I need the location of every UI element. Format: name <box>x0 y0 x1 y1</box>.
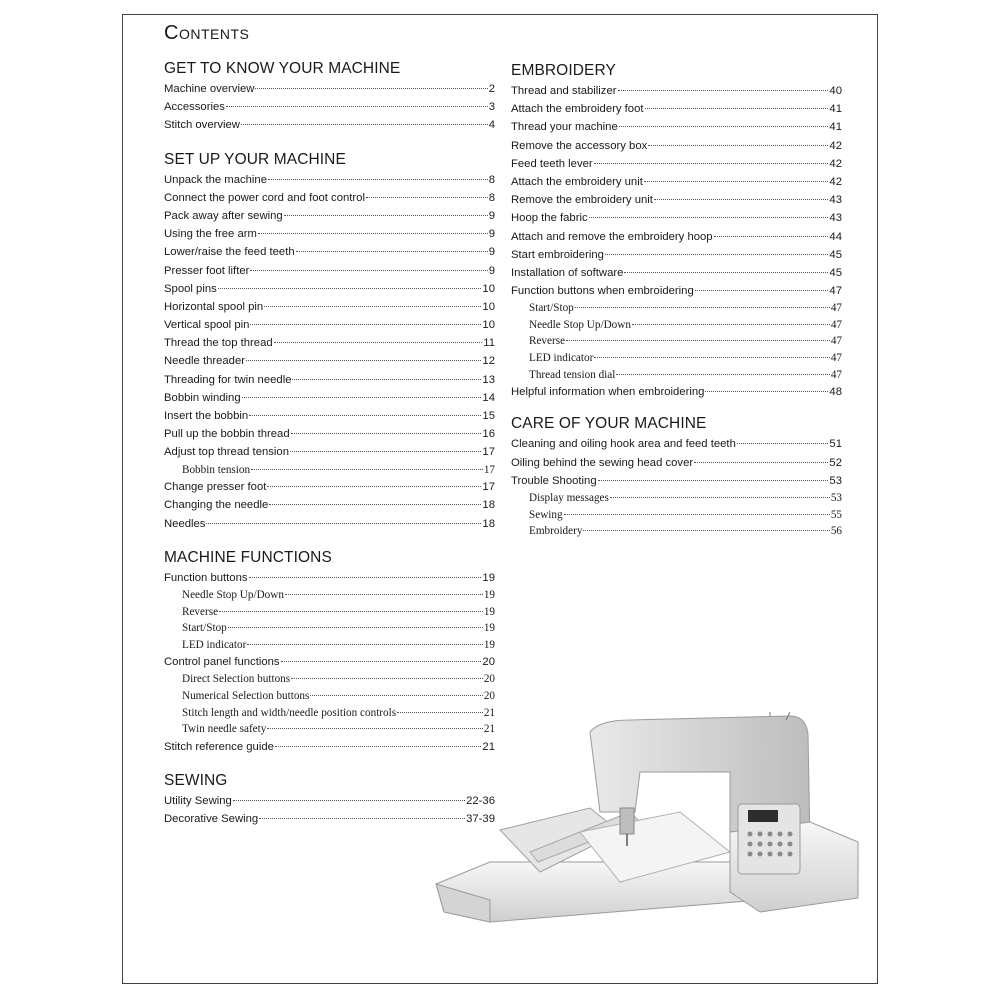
dot-leader <box>296 251 488 252</box>
page-number: 2 <box>488 83 495 95</box>
dot-leader <box>618 90 829 91</box>
page-number: 4 <box>488 119 495 132</box>
dot-leader <box>292 379 481 380</box>
dot-leader <box>366 197 488 198</box>
page-number: 9 <box>488 209 495 222</box>
dot-leader <box>575 307 830 308</box>
page-number: 9 <box>488 264 495 277</box>
toc-entry[interactable] <box>511 264 842 282</box>
toc-entry[interactable] <box>511 82 842 100</box>
page-number: 9 <box>488 246 495 259</box>
page-number: 16 <box>482 428 495 441</box>
entry-label: Feed teeth lever <box>511 157 593 170</box>
dot-leader <box>695 290 829 291</box>
entry-label: Vertical spool pin <box>164 319 250 332</box>
dot-leader <box>648 145 828 146</box>
dot-leader <box>598 480 829 481</box>
page-number: 43 <box>829 194 842 207</box>
toc-entry[interactable] <box>164 262 495 280</box>
page-number: 12 <box>482 355 495 368</box>
page-number: 47 <box>830 368 842 381</box>
dot-leader <box>290 451 481 452</box>
dot-leader <box>564 514 830 515</box>
dot-leader <box>218 288 482 289</box>
page-number: 21 <box>483 723 495 736</box>
entry-label: Thread tension dial <box>529 368 616 381</box>
entry-label: Unpack the machine <box>164 173 267 186</box>
page-number: 41 <box>829 121 842 134</box>
toc-entry[interactable] <box>164 243 495 261</box>
page-number: 20 <box>482 656 495 669</box>
toc-entry[interactable] <box>511 155 842 173</box>
dot-leader <box>251 469 483 470</box>
entry-label: Pull up the bobbin thread <box>164 428 290 441</box>
page-number: 8 <box>488 173 495 186</box>
dot-leader <box>241 124 488 125</box>
toc-subentry[interactable] <box>511 333 842 350</box>
toc-subentry[interactable] <box>164 620 495 637</box>
page-number: 45 <box>829 248 842 261</box>
page-number: 20 <box>483 690 495 703</box>
toc-entry[interactable] <box>164 334 495 352</box>
dot-leader <box>281 661 482 662</box>
section-heading: SET UP YOUR MACHINE <box>164 150 346 168</box>
toc-subentry[interactable] <box>164 688 495 705</box>
dot-leader <box>250 324 481 325</box>
entry-label: Attach the embroidery foot <box>511 103 644 116</box>
toc-subentry[interactable] <box>164 604 495 621</box>
dot-leader <box>616 374 829 375</box>
entry-label: Helpful information when embroidering <box>511 386 705 399</box>
dot-leader <box>285 594 483 595</box>
entry-label: Remove the embroidery unit <box>511 194 653 207</box>
page-number: 17 <box>483 463 495 476</box>
page-number: 9 <box>488 228 495 241</box>
page-number: 52 <box>829 456 842 469</box>
page-number: 8 <box>488 191 495 204</box>
toc-subentry[interactable] <box>164 587 495 604</box>
page-number: 42 <box>829 139 842 152</box>
toc-entry[interactable] <box>164 371 495 389</box>
toc-entry[interactable] <box>164 425 495 443</box>
toc-entry[interactable] <box>164 116 495 134</box>
dot-leader <box>291 678 483 679</box>
page-number: 40 <box>829 85 842 97</box>
toc-entry[interactable] <box>164 225 495 243</box>
entry-label: Numerical Selection buttons <box>182 690 310 703</box>
entry-label: Embroidery <box>529 525 583 538</box>
toc-subentry[interactable] <box>511 523 842 540</box>
entry-label: Insert the bobbin <box>164 410 249 422</box>
dot-leader <box>226 106 488 107</box>
dot-leader <box>705 391 828 392</box>
entry-label: Attach the embroidery unit <box>511 175 643 188</box>
page-number: 10 <box>482 282 495 295</box>
toc-subentry[interactable] <box>511 507 842 524</box>
page-number: 44 <box>829 230 842 243</box>
toc-subentry[interactable] <box>511 300 842 317</box>
entry-label: Attach and remove the embroidery hoop <box>511 230 713 243</box>
page-number: 22-36 <box>466 795 495 808</box>
toc-entry[interactable] <box>164 515 495 533</box>
toc-entry[interactable] <box>164 189 495 207</box>
dot-leader <box>247 644 483 645</box>
page-number: 13 <box>482 373 495 386</box>
dot-leader <box>284 215 488 216</box>
page-number: 19 <box>483 588 495 601</box>
dot-leader <box>624 272 828 273</box>
dot-leader <box>632 324 830 325</box>
toc-entry[interactable] <box>164 316 495 334</box>
dot-leader <box>737 443 829 444</box>
page-number: 11 <box>483 337 495 350</box>
dot-leader <box>258 233 488 234</box>
dot-leader <box>269 504 481 505</box>
toc-entry[interactable] <box>511 472 842 490</box>
toc-entry[interactable] <box>164 496 495 514</box>
entry-label: Sewing <box>529 508 563 521</box>
toc-entry[interactable] <box>164 478 495 496</box>
page-number: 21 <box>483 706 495 719</box>
entry-label: Reverse <box>529 335 566 348</box>
page-number: 51 <box>829 438 842 451</box>
entry-label: Needles <box>164 517 206 530</box>
toc-subentry[interactable] <box>511 490 842 507</box>
section-heading: GET TO KNOW YOUR MACHINE <box>164 60 401 77</box>
dot-leader <box>219 611 483 612</box>
toc-section-embroidery <box>511 60 842 401</box>
section-heading: EMBROIDERY <box>511 62 616 79</box>
toc-entry[interactable] <box>164 80 495 98</box>
entry-label: Reverse <box>182 605 219 618</box>
entry-label: Thread your machine <box>511 121 618 134</box>
entry-label: Horizontal spool pin <box>164 300 264 313</box>
page-number: 47 <box>829 285 842 298</box>
page-number: 15 <box>482 410 495 422</box>
section-heading: SEWING <box>164 772 228 790</box>
entry-label: Stitch reference guide <box>164 740 274 753</box>
page-number: 42 <box>829 157 842 170</box>
dot-leader <box>264 306 481 307</box>
entry-label: Thread the top thread <box>164 337 273 350</box>
dot-leader <box>644 181 829 182</box>
page-number: 10 <box>482 319 495 332</box>
dot-leader <box>268 179 488 180</box>
entry-label: Lower/raise the feed teeth <box>164 246 295 259</box>
dot-leader <box>255 88 487 89</box>
entry-label: Presser foot lifter <box>164 264 250 277</box>
dot-leader <box>242 397 482 398</box>
dot-leader <box>566 340 830 341</box>
page-number: 45 <box>829 266 842 279</box>
toc-section-care-of-your-machine <box>511 413 842 539</box>
page-number: 47 <box>830 318 842 331</box>
page-number: 56 <box>830 525 842 538</box>
entry-label: Cleaning and oiling hook area and feed teeth <box>511 438 736 451</box>
dot-leader <box>610 497 830 498</box>
toc-subentry[interactable] <box>164 671 495 688</box>
dot-leader <box>594 163 829 164</box>
entry-label: Control panel functions <box>164 656 280 669</box>
page-number: 19 <box>483 638 495 651</box>
entry-label: Hoop the fabric <box>511 212 588 225</box>
entry-label: LED indicator <box>182 638 247 651</box>
page-number: 47 <box>830 352 842 365</box>
entry-label: Start/Stop <box>182 622 227 635</box>
entry-label: Machine overview <box>164 83 255 95</box>
page-number: 18 <box>482 499 495 512</box>
toc-entry[interactable] <box>511 282 842 300</box>
toc-entry[interactable] <box>511 100 842 118</box>
entry-label: Needle threader <box>164 355 246 368</box>
entry-label: Connect the power cord and foot control <box>164 191 365 204</box>
page-number: 43 <box>829 212 842 225</box>
dot-leader <box>605 254 828 255</box>
page-number: 20 <box>483 673 495 686</box>
dot-leader <box>291 433 482 434</box>
entry-label: Using the free arm <box>164 228 257 241</box>
entry-label: Stitch overview <box>164 119 240 132</box>
entry-label: Spool pins <box>164 282 217 295</box>
dot-leader <box>583 530 829 531</box>
entry-label: Pack away after sewing <box>164 209 283 222</box>
toc-subentry[interactable] <box>511 350 842 367</box>
entry-label: Adjust top thread tension <box>164 446 289 459</box>
dot-leader <box>249 415 481 416</box>
dot-leader <box>654 199 829 200</box>
toc-entry[interactable] <box>511 246 842 264</box>
toc-subentry[interactable] <box>164 462 495 479</box>
toc-entry[interactable] <box>511 118 842 136</box>
toc-entry[interactable] <box>164 407 495 425</box>
page-number: 19 <box>482 571 495 584</box>
entry-label: Start embroidering <box>511 248 604 261</box>
entry-label: Function buttons when embroidering <box>511 285 694 298</box>
toc-subentry[interactable] <box>511 367 842 384</box>
page-number: 53 <box>829 474 842 487</box>
entry-label: Remove the accessory box <box>511 139 648 152</box>
entry-label: Change presser foot <box>164 481 267 494</box>
toc-right-column <box>511 58 842 540</box>
entry-label: Installation of software <box>511 266 624 279</box>
dot-leader <box>267 486 481 487</box>
page-number: 17 <box>482 481 495 494</box>
section-heading: CARE OF YOUR MACHINE <box>511 415 707 433</box>
entry-label: Display messages <box>529 491 609 504</box>
page-title: Contents <box>164 22 250 44</box>
toc-entry[interactable] <box>511 383 842 401</box>
toc-entry[interactable] <box>511 228 842 246</box>
page-number: 19 <box>483 622 495 635</box>
page-number: 17 <box>482 446 495 459</box>
entry-label: Oiling behind the sewing head cover <box>511 456 694 469</box>
entry-label: Trouble Shooting <box>511 474 597 487</box>
page-number: 53 <box>830 491 842 504</box>
dot-leader <box>310 695 482 696</box>
entry-label: Stitch length and width/needle position controls <box>182 706 397 719</box>
entry-label: Accessories <box>164 101 225 114</box>
toc-entry[interactable] <box>164 352 495 370</box>
toc-entry[interactable] <box>164 569 495 587</box>
page-number: 10 <box>482 300 495 313</box>
entry-label: Needle Stop Up/Down <box>529 318 631 331</box>
page-number: 41 <box>829 103 842 116</box>
entry-label: Start/Stop <box>529 302 574 315</box>
dot-leader <box>594 357 830 358</box>
page-number: 42 <box>829 175 842 188</box>
toc-entry[interactable] <box>511 137 842 155</box>
toc-entry[interactable] <box>164 280 495 298</box>
toc-entry[interactable] <box>164 98 495 116</box>
dot-leader <box>206 523 481 524</box>
entry-label: Twin needle safety <box>182 723 267 736</box>
toc-entry[interactable] <box>164 653 495 671</box>
entry-label: Needle Stop Up/Down <box>182 588 284 601</box>
entry-label: Thread and stabilizer <box>511 85 617 97</box>
page-number: 18 <box>482 517 495 530</box>
toc-subentry[interactable] <box>164 637 495 654</box>
page-number: 19 <box>483 605 495 618</box>
page-number: 37-39 <box>466 813 495 826</box>
page-number: 14 <box>482 391 495 404</box>
toc-entry[interactable] <box>511 454 842 472</box>
toc-entry[interactable] <box>511 173 842 191</box>
entry-label: Changing the needle <box>164 499 269 512</box>
toc-entry[interactable] <box>511 191 842 209</box>
dot-leader <box>619 126 829 127</box>
dot-leader <box>249 577 482 578</box>
dot-leader <box>694 462 828 463</box>
toc-entry[interactable] <box>164 443 495 461</box>
toc-entry[interactable] <box>511 209 842 227</box>
dot-leader <box>250 270 487 271</box>
dot-leader <box>228 627 483 628</box>
toc-entry[interactable] <box>164 171 495 189</box>
entry-label: Bobbin tension <box>182 463 251 476</box>
page-number: 47 <box>830 335 842 348</box>
dot-leader <box>274 342 483 343</box>
page-number: 3 <box>488 101 495 114</box>
toc-entry[interactable] <box>164 298 495 316</box>
dot-leader <box>589 217 829 218</box>
entry-label: Utility Sewing <box>164 795 232 808</box>
toc-entry[interactable] <box>164 207 495 225</box>
entry-label: Decorative Sewing <box>164 813 259 826</box>
entry-label: LED indicator <box>529 352 594 365</box>
page-number: 47 <box>830 302 842 315</box>
dot-leader <box>714 236 829 237</box>
toc-subentry[interactable] <box>511 317 842 334</box>
sewing-machine-illustration <box>430 712 864 926</box>
dot-leader <box>645 108 829 109</box>
entry-label: Bobbin winding <box>164 391 241 404</box>
toc-entry[interactable] <box>164 389 495 407</box>
entry-label: Direct Selection buttons <box>182 673 291 686</box>
toc-section-set-up-your-machine <box>164 149 495 533</box>
toc-section-get-to-know-your-machine <box>164 58 495 135</box>
entry-label: Threading for twin needle <box>164 373 292 386</box>
page-number: 21 <box>482 740 495 753</box>
section-heading: MACHINE FUNCTIONS <box>164 548 332 566</box>
page-number: 48 <box>829 386 842 399</box>
entry-label: Function buttons <box>164 571 248 584</box>
toc-entry[interactable] <box>511 435 842 453</box>
dot-leader <box>246 360 481 361</box>
page-number: 55 <box>830 508 842 521</box>
